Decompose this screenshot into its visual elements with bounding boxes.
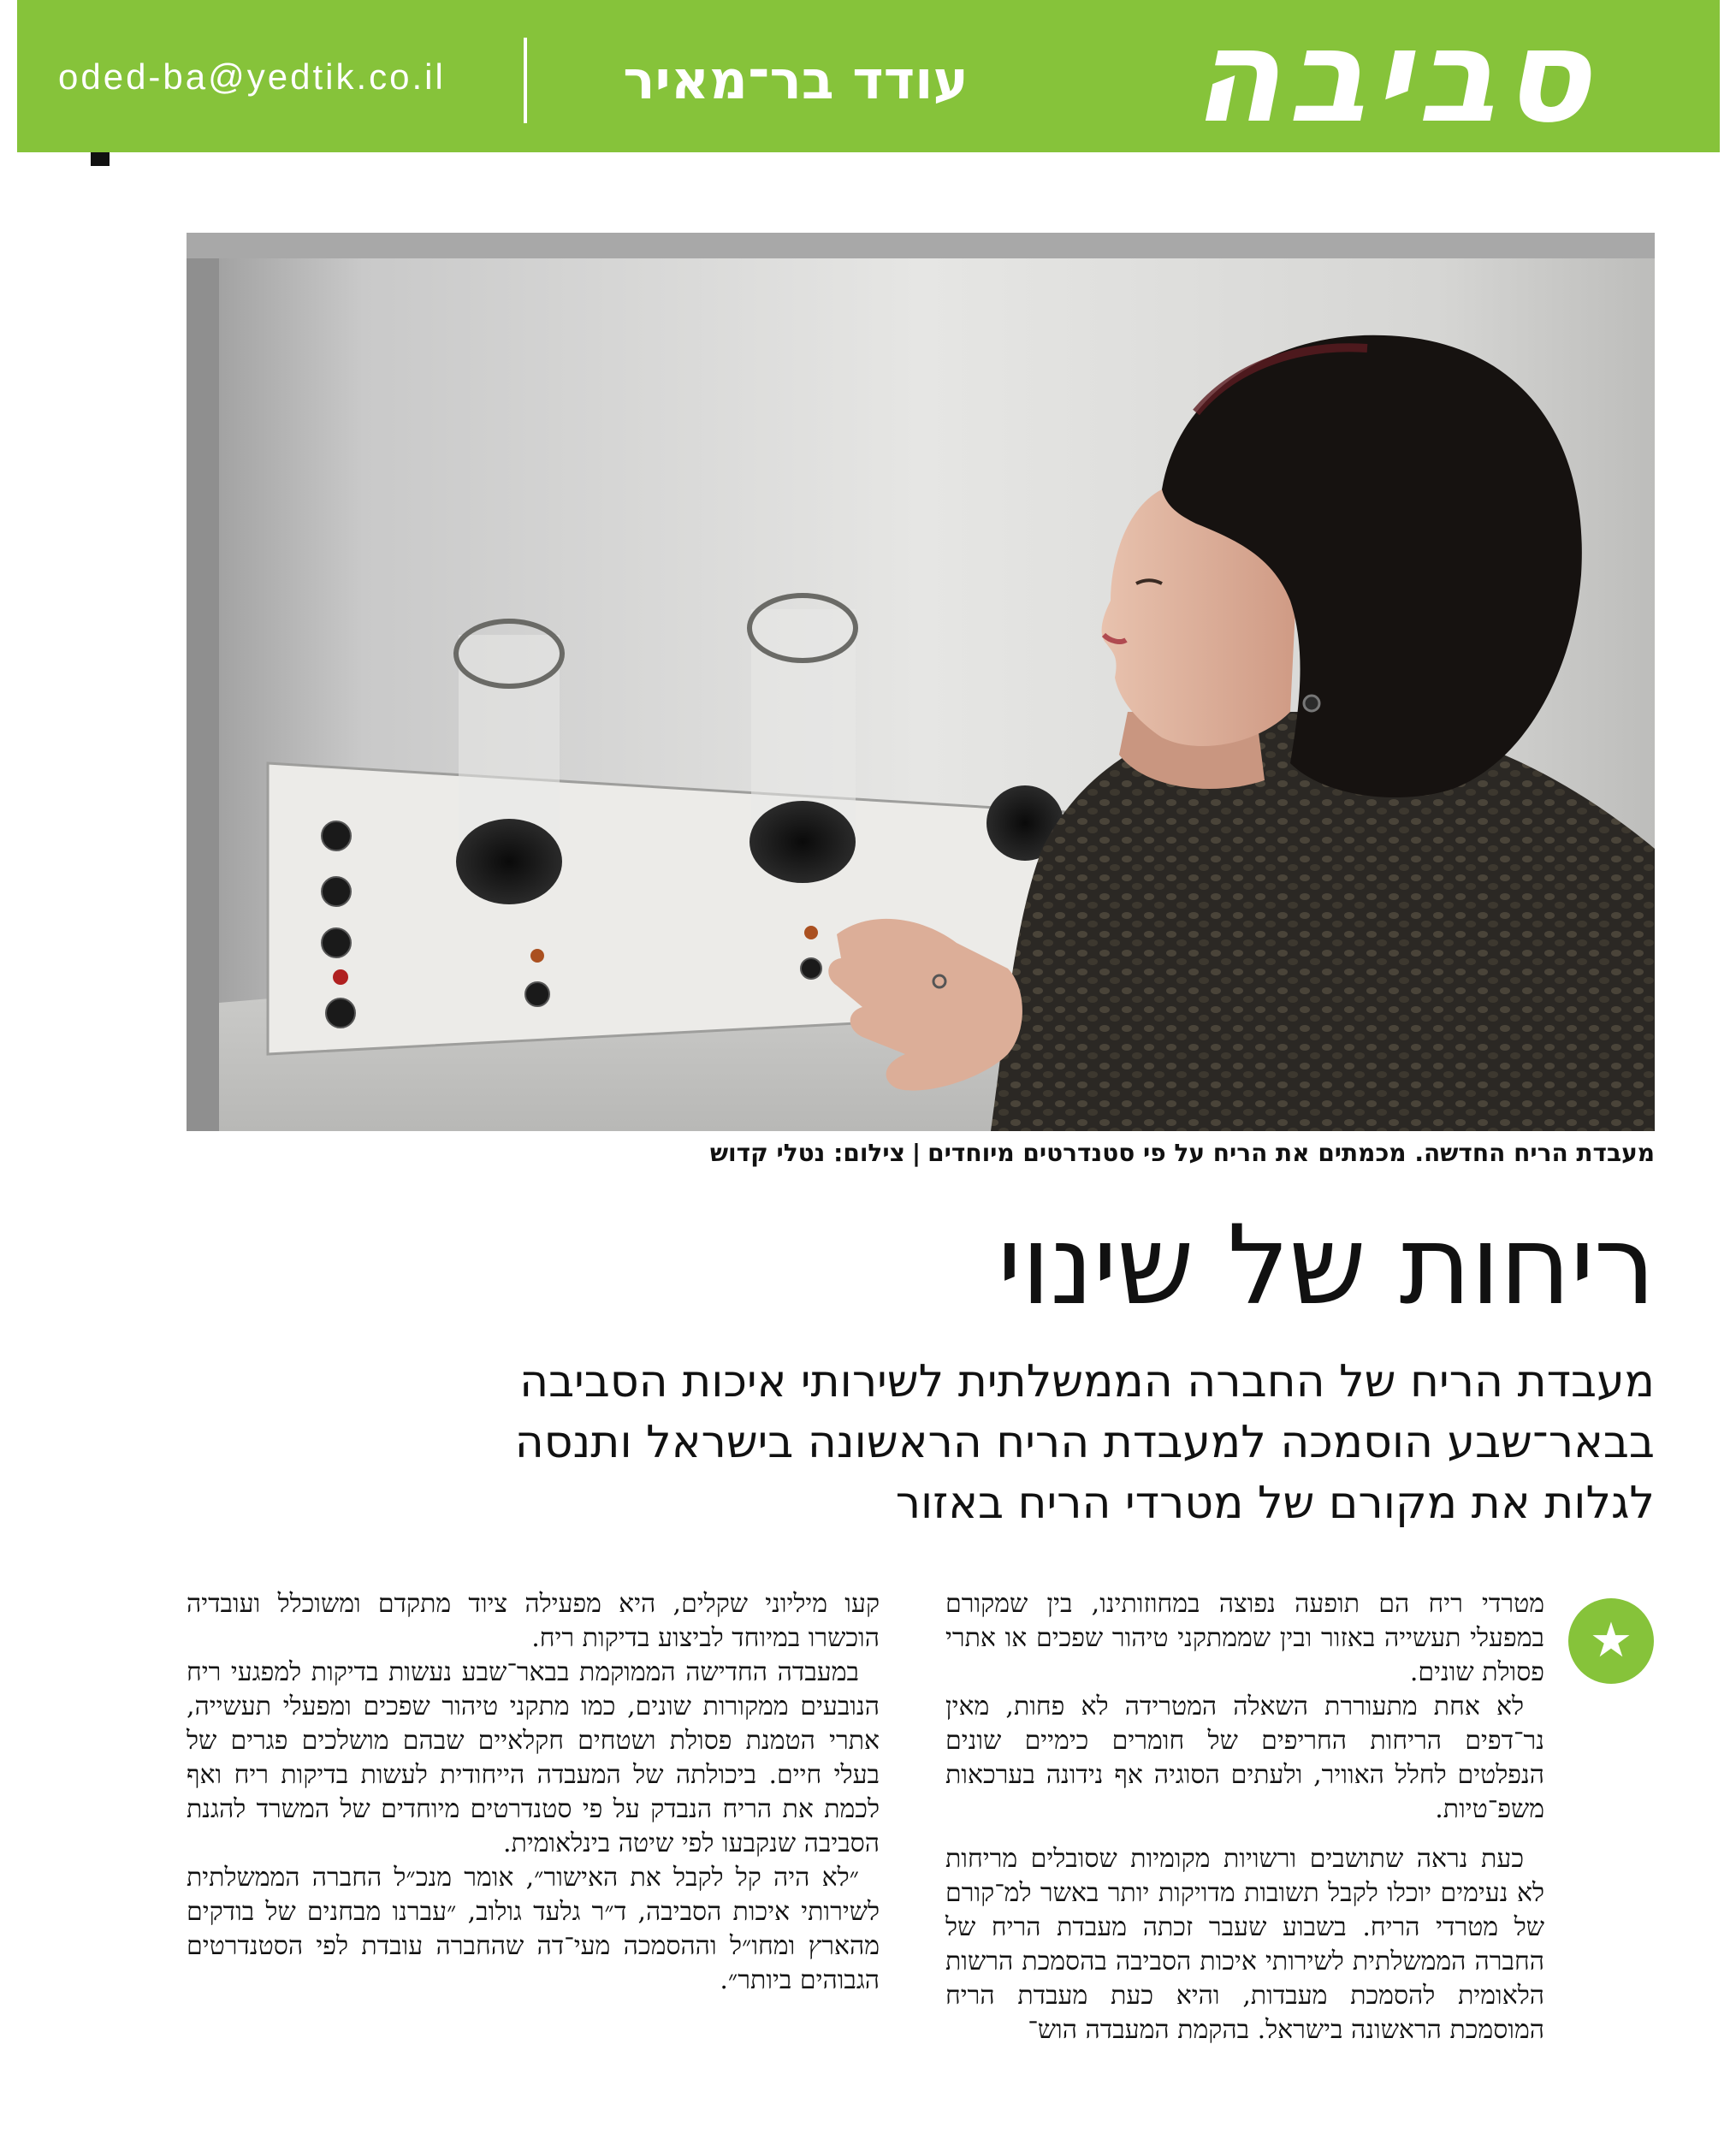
article-paragraph: במעבדה החדישה הממוקמת בבאר־שבע נעשות בדיקות למפגעי ריח הנובעים ממקורות שונים, כמו מתקני טיהור שפכים ומפעלי תעשייה, אתרי הטמנת פסולת ושטחים חקלאיים שבהם מושלכים פגרים של בעלי חיים. ביכולתה של המעבדה הייחודית לעשות בדיקות ריח ואף לכמת את הריח הנבדק על פי סטנדרטים מיוחדים של המשרד להגנת הסביבה שנקבעו לפי שיטה בינלאומית. [187,1657,880,1858]
subhead-line: מעבדת הריח של החברה הממשלתית לשירותי איכות הסביבה [519,1356,1655,1407]
article-headline: ריחות של שינוי [997,1202,1655,1330]
photo-illustration [187,233,1655,1131]
section-header-bar [17,0,1720,152]
article-paragraph: מטרדי ריח הם תופעה נפוצה במחוזותינו, בין שמקורם במפעלי תעשייה באזור ובין שממתקני טיהור שפכים או אתרי פסולת שונים. [945,1589,1544,1687]
subhead-line: בבאר־שבע הוסמכה למעבדת הריח הראשונה בישראל ותנסה [514,1417,1655,1468]
article-column-right [945,1587,1544,2135]
article-subhead [187,1352,1655,1540]
article-paragraph: ״לא היה קל לקבל את האישור״, אומר מנכ״ל החברה הממשלתית לשירותי איכות הסביבה, ד״ר גלעד גולוב, ״עברנו מבחנים של בודקים מהארץ ומחו״ל וההסמכה מעי־דה שהחברה עובדת לפי הסטנדרטים הגבוהים ביותר״. [187,1863,880,1995]
subhead-line: לגלות את מקורם של מטרדי הריח באזור [895,1478,1655,1529]
article-paragraph: כעת נראה שתושבים ורשויות מקומיות שסובלים מריחות לא נעימים יוכלו לקבל תשובות מדויקות יותר באשר למ־קורם של מטרדי הריח. בשבוע שעבר זכתה מעבדת הריח של החברה הממשלתית לשירותי איכות הסביבה בהסמכת הרשות הלאומית להסמכת מעבדות, והיא כעת מעבדת הריח המוסמכת הראשונה בישראל. בהקמת המעבדה הוש־ [945,1844,1544,2045]
header-tick-mark [91,152,110,166]
star-icon: ★ [1568,1598,1654,1684]
article-column-left [187,1587,880,2135]
section-title: סביבה [1192,3,1597,151]
header-divider [524,38,527,123]
caption-text: מעבדת הריח החדשה. מכמתים את הריח על פי סטנדרטים מיוחדים [927,1139,1655,1167]
photo-caption [187,1134,1655,1173]
article-paragraph: קעו מיליוני שקלים, היא מפעילה ציוד מתקדם ומשוכלל ועובדיה הוכשרו במיוחד לביצוע בדיקות ריח. [187,1589,880,1653]
photo-credit: צילום: נטלי קדוש [709,1139,905,1167]
author-email[interactable]: oded-ba@yedtik.co.il [58,56,446,97]
caption-separator: | [911,1139,921,1167]
article-paragraph: לא אחת מתעוררת השאלה המטרידה לא פחות, מאין נר־דפים הריחות החריפים של חומרים כימיים שונים הנפלטים לחלל האוויר, ולעתים הסוגיה אף נידונה בערכאות משפ־טיות. [945,1692,1544,1824]
author-name: עודד בר־מאיר [623,49,969,111]
article-photo [187,233,1655,1131]
